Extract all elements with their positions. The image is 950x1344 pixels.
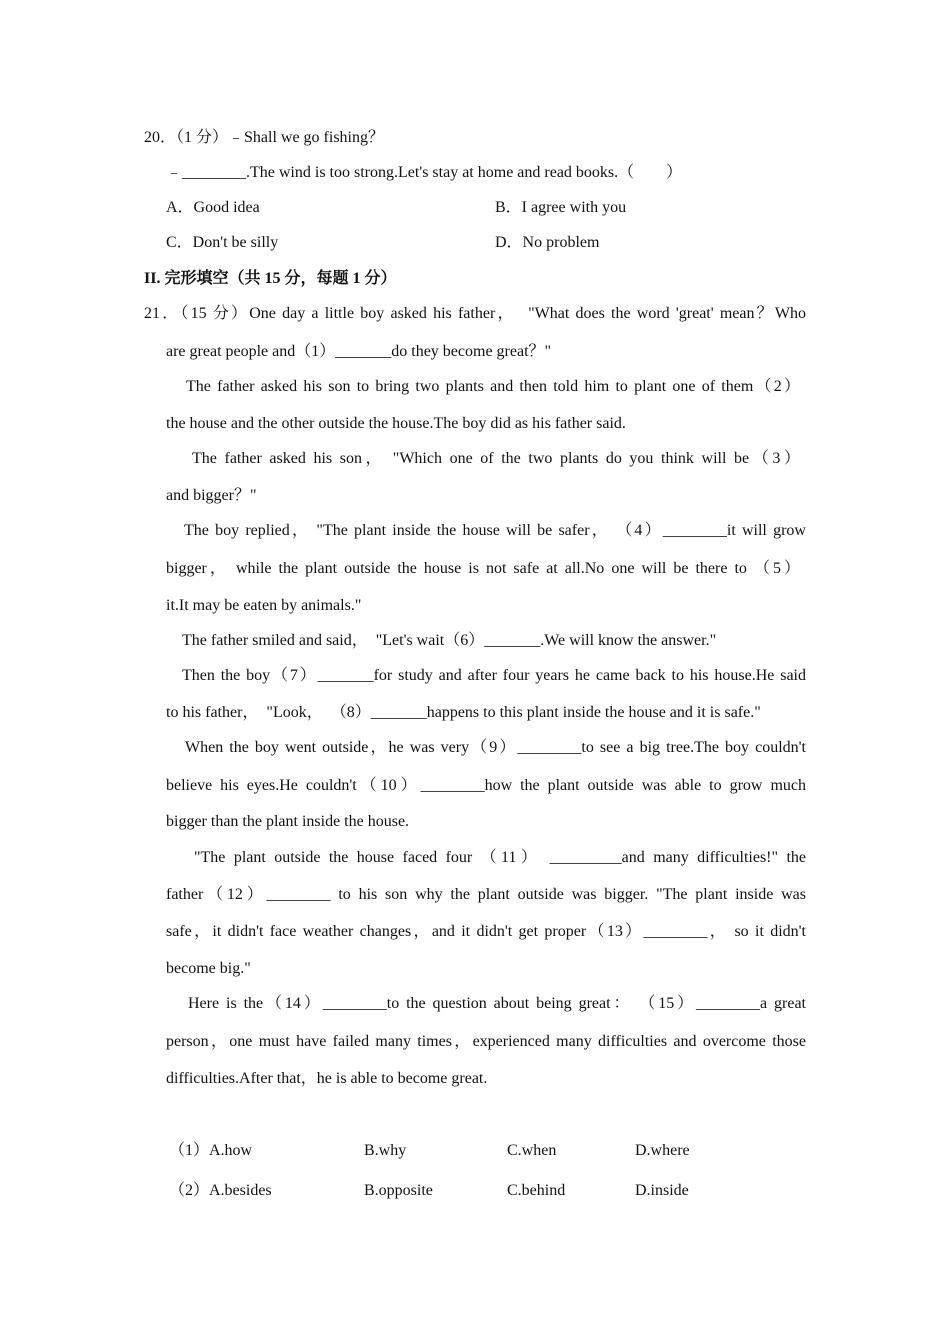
- passage-line: safe，it didn't face weather changes，and it didn't get proper（13）________， so it didn't: [166, 923, 806, 940]
- passage-line: become big.": [166, 960, 251, 977]
- q20-option-b: B．I agree with you: [495, 199, 627, 216]
- passage-line: The boy replied， "The plant inside the house will be safer， （4）________it will grow: [184, 522, 806, 539]
- passage-line: "The plant outside the house faced four （11） _________and many difficulties!" the: [194, 849, 806, 866]
- passage-line: difficulties.After that，he is able to become great.: [166, 1070, 488, 1087]
- answer-1-option-a: （1）A.how: [169, 1142, 253, 1159]
- question-20-reply: ﹣________.The wind is too strong.Let's stay at home and read books.（ ）: [166, 164, 683, 181]
- passage-line: When the boy went outside，he was very（9）________to see a big tree.The boy couldn't: [185, 739, 806, 756]
- answer-2-option-b: B.opposite: [364, 1182, 433, 1199]
- q20-option-c: C．Don't be silly: [166, 234, 279, 251]
- passage-line: The father asked his son， "Which one of the two plants do you think will be（3）: [192, 450, 800, 467]
- question-20-stem: 20．（1 分）﹣Shall we go fishing？: [144, 129, 384, 146]
- passage-line: Here is the（14）________to the question about being great： （15）________a great: [188, 995, 806, 1012]
- answer-2-option-d: D.inside: [635, 1182, 689, 1199]
- passage-line: bigger than the plant inside the house.: [166, 813, 410, 830]
- passage-line: the house and the other outside the house.The boy did as his father said.: [166, 415, 626, 432]
- passage-line: to his father， "Look， （8）_______happens to this plant inside the house and it is safe.": [166, 704, 761, 721]
- answer-2-option-c: C.behind: [507, 1182, 566, 1199]
- answer-1-option-b: B.why: [364, 1142, 407, 1159]
- passage-line: person，one must have failed many times，experienced many difficulties and overcome those: [166, 1033, 806, 1050]
- passage-line: bigger， while the plant outside the house is not safe at all.No one will be there to （5）: [166, 560, 800, 577]
- q20-option-d: D．No problem: [495, 234, 600, 251]
- passage-line: believe his eyes.He couldn't（10）________how the plant outside was able to grow much: [166, 777, 806, 794]
- answer-1-option-c: C.when: [507, 1142, 557, 1159]
- passage-line: The father smiled and said， "Let's wait（6）_______.We will know the answer.": [182, 632, 717, 649]
- q20-option-a: A．Good idea: [166, 199, 260, 216]
- section-heading: II. 完形填空（共 15 分，每题 1 分）: [144, 270, 397, 287]
- passage-line: and bigger？": [166, 487, 257, 504]
- passage-line: father（12）________ to his son why the plant outside was bigger. "The plant inside was: [166, 886, 806, 903]
- answer-2-option-a: （2）A.besides: [169, 1182, 272, 1199]
- passage-line: Then the boy（7）_______for study and after four years he came back to his house.He said: [182, 667, 806, 684]
- passage-line: it.It may be eaten by animals.": [166, 597, 362, 614]
- answer-1-option-d: D.where: [635, 1142, 690, 1159]
- passage-line: 21．（15 分）One day a little boy asked his father， "What does the word 'great' mean？Who: [144, 305, 806, 322]
- passage-line: The father asked his son to bring two plants and then told him to plant one of them（2）: [186, 378, 800, 395]
- passage-line: are great people and（1）_______do they become great？": [166, 343, 552, 360]
